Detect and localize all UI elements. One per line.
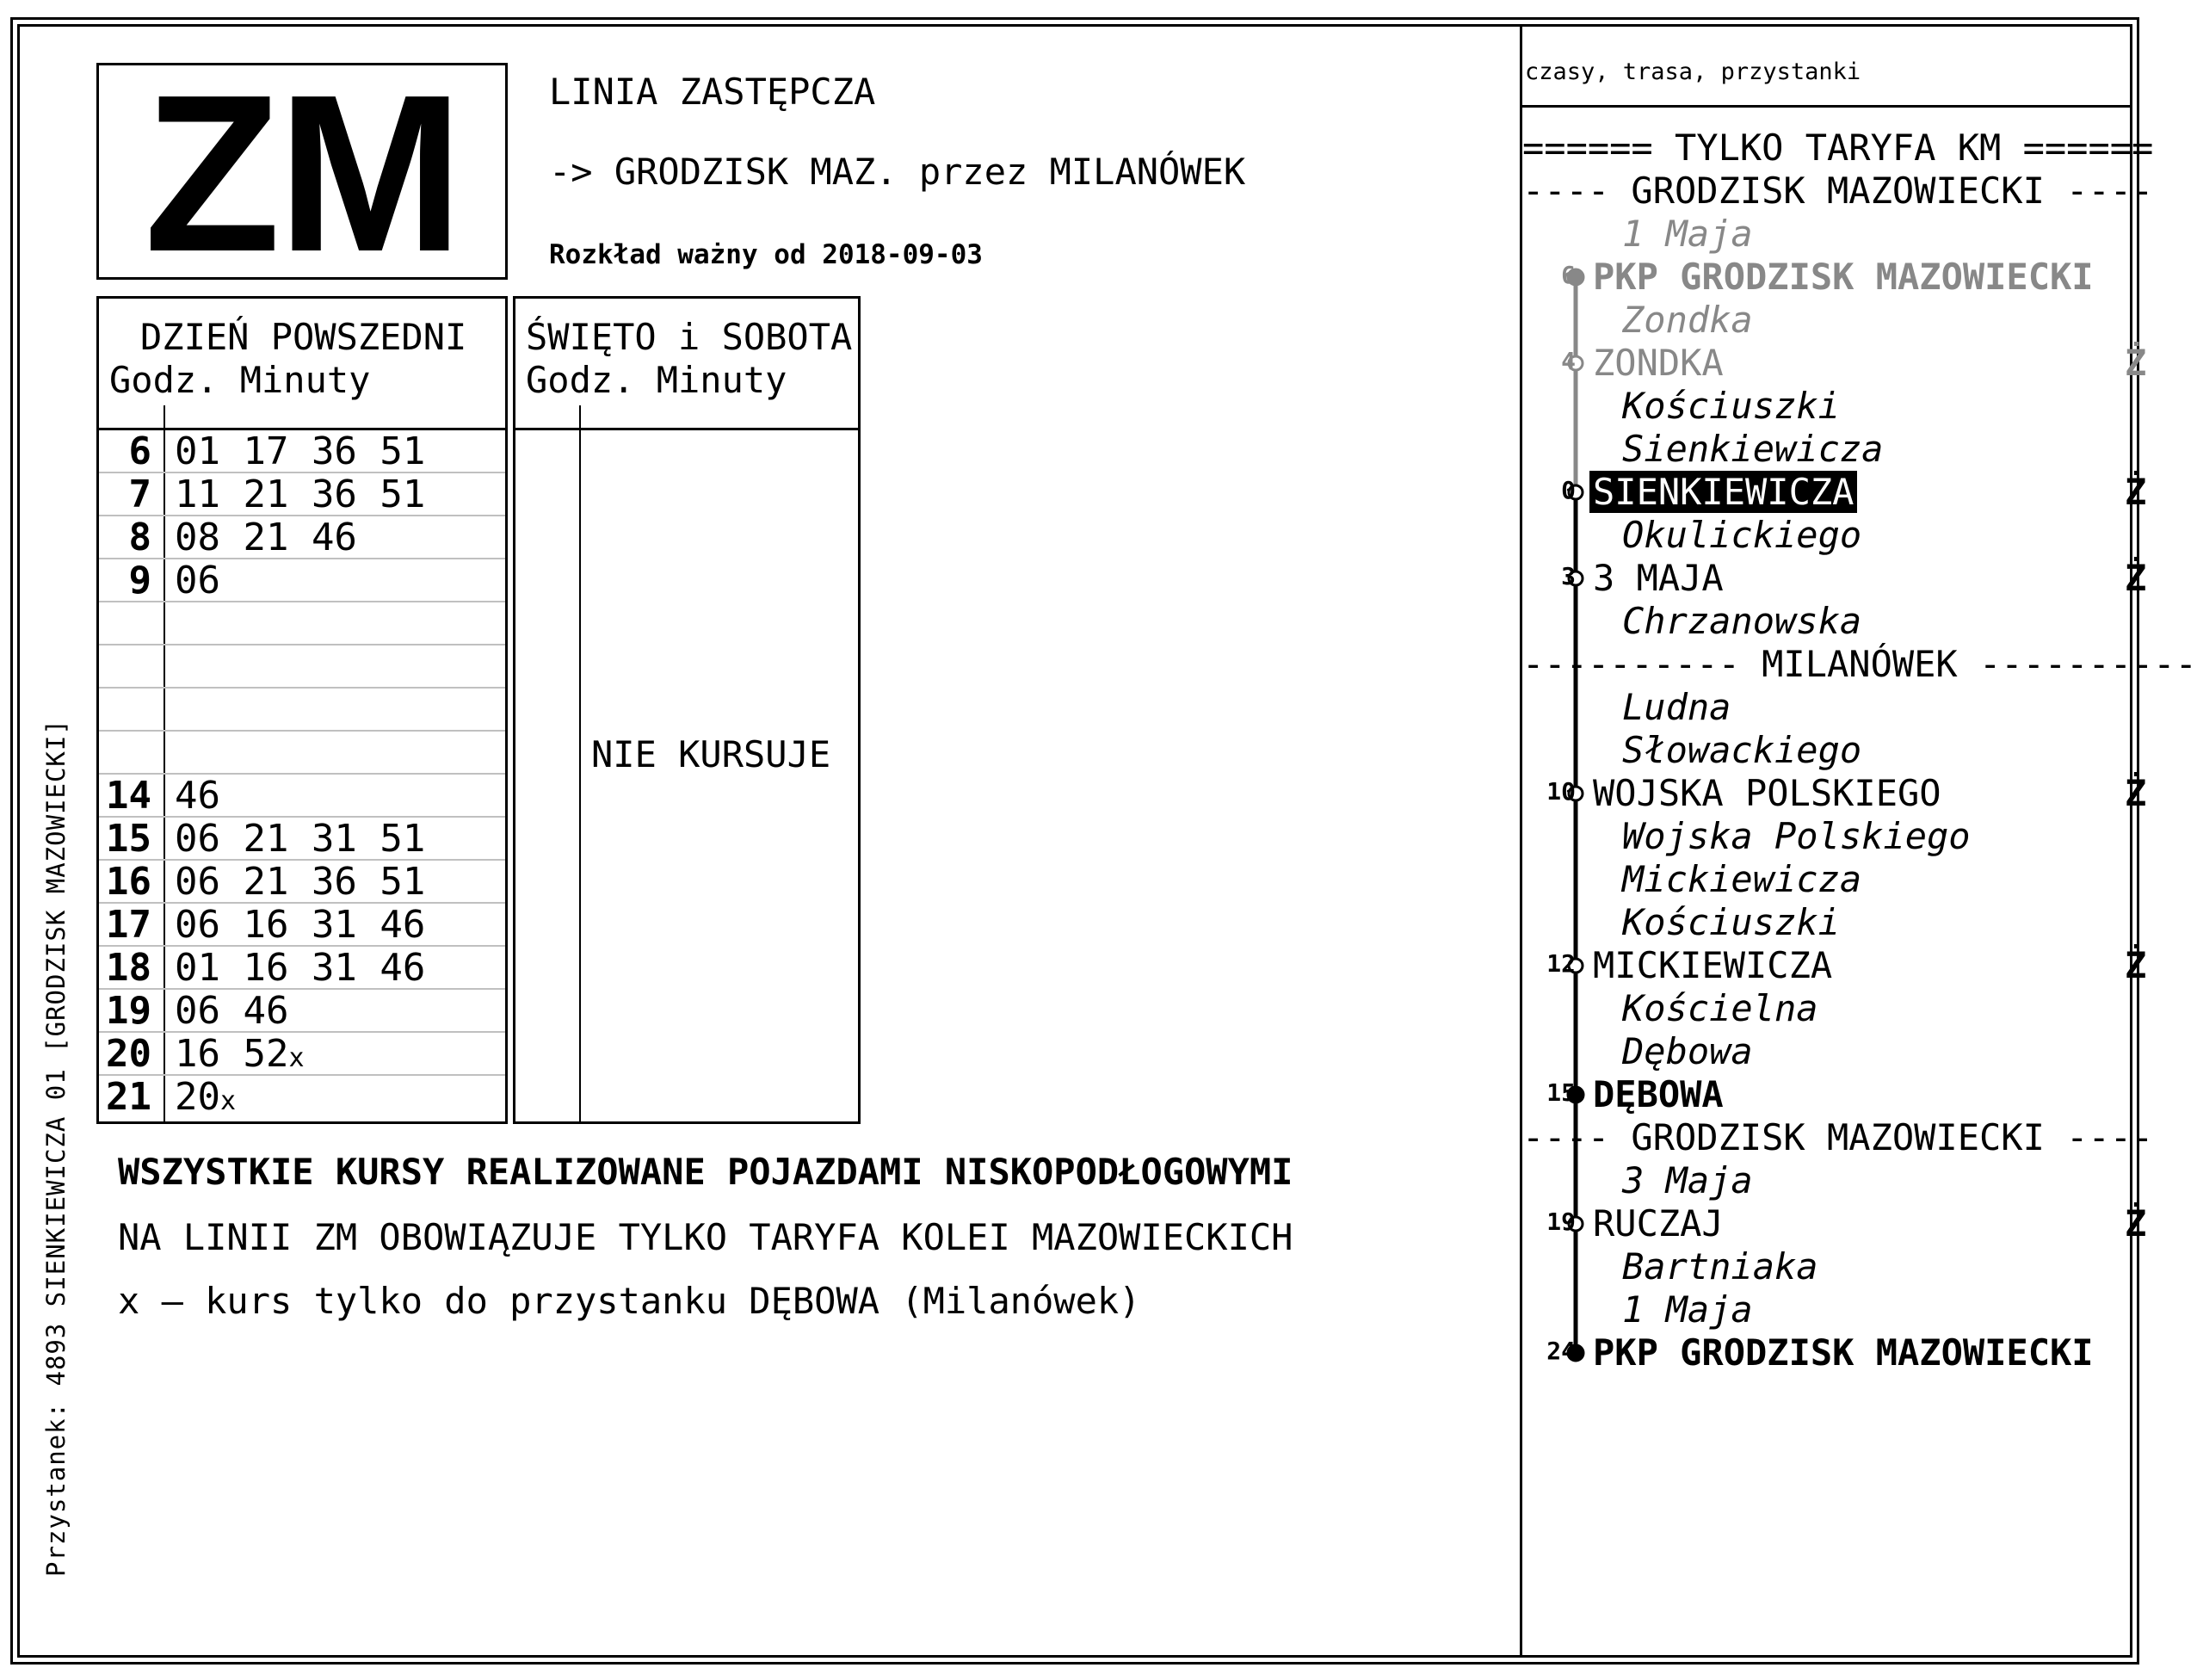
stop-name: PKP GRODZISK MAZOWIECKI — [1593, 1331, 2094, 1374]
minutes-text: 06 21 36 51 — [175, 860, 426, 904]
route-street: Ludna — [1622, 686, 1731, 728]
minutes-cell — [175, 1075, 237, 1121]
hour-cell: 17 — [106, 903, 151, 947]
minutes-cell — [175, 862, 425, 902]
route-street: Mickiewicza — [1622, 858, 1862, 900]
hour-separator — [579, 428, 581, 1121]
stop-name: WOJSKA POLSKIEGO — [1593, 772, 1941, 814]
hour-cell: 18 — [106, 946, 151, 990]
route-stop — [1593, 944, 1832, 987]
timetable-row — [99, 472, 505, 515]
stop-label: Przystanek: 4893 SIENKIEWICZA 01 [GRODZISK MAZOWIECKI] — [41, 719, 71, 1577]
minutes-cell — [175, 991, 288, 1031]
minutes-text: 01 16 31 46 — [175, 946, 426, 990]
stop-travel-time: 19 — [1546, 1208, 1576, 1236]
route-street: Kościuszki — [1622, 901, 1840, 943]
hour-cell: 14 — [106, 774, 151, 818]
minutes-text: 46 — [175, 774, 220, 818]
line-number: ZM — [144, 49, 460, 299]
timetable-row — [99, 558, 505, 601]
route-street: 1 Maja — [1622, 1288, 1753, 1331]
minutes-cell — [175, 948, 425, 988]
timetable-row — [99, 1031, 505, 1074]
route-street: Sienkiewicza — [1622, 428, 1884, 470]
weekday-title: DZIEŃ POWSZEDNI — [140, 316, 467, 358]
weekday-rows — [99, 430, 505, 1117]
minutes-text: 06 46 — [175, 989, 289, 1033]
stop-name: MICKIEWICZA — [1593, 944, 1833, 986]
hour-cell: 6 — [128, 429, 151, 473]
timetable-row — [99, 430, 505, 472]
stop-travel-time: 10 — [1546, 777, 1576, 806]
stop-travel-time: 12 — [1546, 949, 1576, 978]
timetable-row — [99, 730, 505, 773]
stop-travel-time: 4 — [1561, 347, 1576, 375]
timetable-row — [99, 687, 505, 730]
route-stop — [1593, 1073, 1724, 1116]
route-panel — [1522, 108, 2197, 1658]
route-street: Zondka — [1622, 299, 1753, 341]
request-stop-mark: Ż — [2125, 471, 2147, 513]
holiday-title: ŚWIĘTO i SOBOTA — [526, 316, 853, 358]
timetable-row — [99, 816, 505, 859]
timetable-row — [99, 945, 505, 988]
route-street: Bartniaka — [1622, 1245, 1818, 1288]
holiday-header — [515, 299, 858, 430]
line-direction: -> GRODZISK MAZ. przez MILANÓWEK — [549, 151, 1246, 193]
timetable-row — [99, 515, 505, 558]
route-street: Kościuszki — [1622, 385, 1840, 427]
trip-mark: x — [219, 1086, 237, 1116]
minutes-text: 08 21 46 — [175, 516, 357, 559]
route-street: Słowackiego — [1622, 729, 1862, 771]
route-stop — [1593, 342, 1724, 385]
route-street: Wojska Polskiego — [1622, 815, 1971, 857]
request-stop-mark: Ż — [2125, 342, 2147, 384]
timetable-row — [99, 988, 505, 1031]
minutes-text: 16 52 — [175, 1032, 289, 1076]
column-tick — [164, 405, 165, 428]
minutes-cell — [175, 561, 220, 601]
request-stop-mark: Ż — [2125, 944, 2147, 986]
timetable-row — [99, 859, 505, 902]
stop-name: ZONDKA — [1593, 342, 1724, 384]
minutes-text: 01 17 36 51 — [175, 429, 426, 473]
timetable-row — [99, 1074, 505, 1117]
minutes-cell — [175, 472, 426, 516]
line-type: LINIA ZASTĘPCZA — [549, 71, 876, 113]
stop-travel-time: 0 — [1561, 476, 1576, 504]
minutes-cell — [175, 819, 425, 859]
minutes-cell — [175, 905, 425, 945]
hour-cell: 9 — [128, 559, 151, 602]
route-stop — [1593, 557, 1724, 600]
stop-name: PKP GRODZISK MAZOWIECKI — [1593, 256, 2094, 298]
stop-travel-time: 15 — [1546, 1078, 1576, 1107]
request-stop-mark: Ż — [2125, 772, 2147, 814]
note-tariff: NA LINII ZM OBOWIĄZUJE TYLKO TARYFA KOLEI MAZOWIECKICH — [118, 1216, 1293, 1258]
timetable-row — [99, 902, 505, 945]
note-low-floor: WSZYSTKIE KURSY REALIZOWANE POJAZDAMI NISKOPODŁOGOWYMI — [118, 1151, 1293, 1193]
column-tick — [579, 405, 581, 428]
no-service-text: NIE KURSUJE — [591, 733, 831, 775]
route-stop — [1593, 1331, 2094, 1374]
hour-cell: 16 — [106, 860, 151, 904]
hour-cell: 21 — [106, 1075, 151, 1119]
hour-cell: 15 — [106, 817, 151, 861]
route-zone-banner: ====== TYLKO TARYFA KM ====== — [1522, 127, 2154, 169]
route-street: Kościelna — [1622, 987, 1818, 1029]
minutes-text: 06 16 31 46 — [175, 903, 426, 947]
route-street: Chrzanowska — [1622, 600, 1862, 642]
request-stop-mark: Ż — [2125, 1202, 2147, 1245]
timetable-row — [99, 644, 505, 687]
minutes-cell — [175, 1032, 305, 1078]
stop-travel-time: 3 — [1561, 562, 1576, 590]
note-x-mark: x – kurs tylko do przystanku DĘBOWA (Milanówek) — [118, 1280, 1141, 1322]
route-zone-banner: ---- GRODZISK MAZOWIECKI ---- — [1522, 1116, 2154, 1158]
request-stop-mark: Ż — [2125, 557, 2147, 599]
minutes-text: 11 21 36 51 — [175, 472, 426, 516]
route-stop — [1593, 256, 2094, 299]
weekday-header — [99, 299, 505, 430]
route-zone-banner: ---------- MILANÓWEK ---------- — [1522, 643, 2197, 685]
minutes-text: 06 21 31 51 — [175, 817, 426, 861]
minutes-cell — [175, 776, 220, 816]
weekday-subtitle: Godz. Minuty — [109, 359, 371, 401]
stop-name: SIENKIEWICZA — [1589, 471, 1857, 513]
holiday-timetable — [513, 296, 861, 1124]
minutes-cell — [175, 429, 426, 473]
hour-cell: 8 — [128, 516, 151, 559]
route-zone-banner: ---- GRODZISK MAZOWIECKI ---- — [1522, 170, 2154, 212]
route-stop — [1593, 1202, 1724, 1245]
route-header: czasy, trasa, przystanki — [1525, 59, 1861, 85]
route-stop — [1593, 772, 1941, 815]
route-street: 1 Maja — [1622, 213, 1753, 255]
timetable-row — [99, 601, 505, 644]
route-street: Dębowa — [1622, 1030, 1753, 1072]
route-street: 3 Maja — [1622, 1159, 1753, 1201]
stop-name: RUCZAJ — [1593, 1202, 1724, 1245]
minutes-text: 20 — [175, 1075, 220, 1119]
stop-name: DĘBOWA — [1593, 1073, 1724, 1115]
timetable-row — [99, 773, 505, 816]
hour-cell: 19 — [106, 989, 151, 1033]
trip-mark: x — [288, 1043, 305, 1073]
stop-travel-time: 24 — [1546, 1337, 1576, 1365]
line-number-box — [96, 49, 508, 299]
hour-cell: 20 — [106, 1032, 151, 1076]
route-current-stop — [1593, 471, 1857, 514]
holiday-subtitle: Godz. Minuty — [526, 359, 787, 401]
stop-name: 3 MAJA — [1593, 557, 1724, 599]
route-street: Okulickiego — [1622, 514, 1862, 556]
stop-travel-time: 6 — [1561, 261, 1576, 289]
valid-from: Rozkład ważny od 2018-09-03 — [549, 239, 983, 270]
weekday-timetable — [96, 296, 508, 1124]
minutes-cell — [175, 518, 357, 558]
minutes-text: 06 — [175, 559, 220, 602]
hour-cell: 7 — [128, 472, 151, 516]
